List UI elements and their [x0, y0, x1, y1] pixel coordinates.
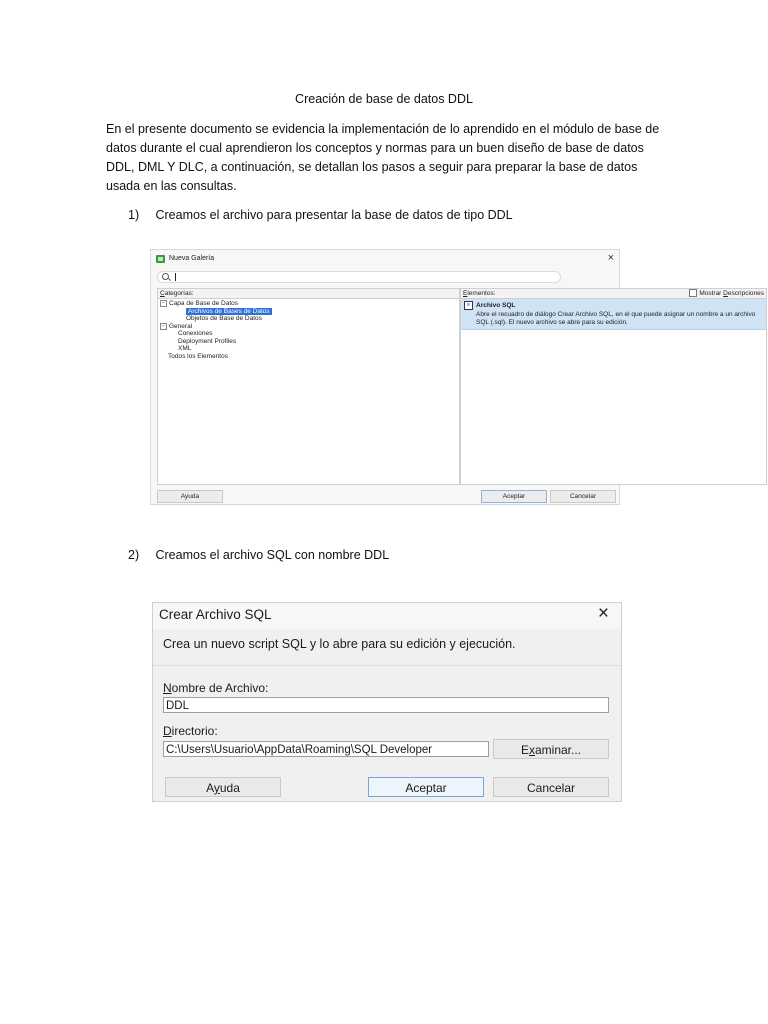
dialog-title: Crear Archivo SQL	[159, 607, 272, 622]
cancel-button[interactable]: Cancelar	[493, 777, 609, 797]
categories-panel	[157, 288, 460, 485]
close-icon[interactable]: ×	[597, 603, 609, 624]
sql-file-icon: ≡	[464, 301, 473, 310]
intro-paragraph: En el presente documento se evidencia la implementación de lo aprendido en el módulo de base de datos durante el cual aprendieron los conceptos y normas para un buen diseño de base de datos DDL, DML Y DLC, a continuación, se detallan los pasos a seguir para preparar la base de datos usada en las consultas.	[106, 122, 660, 193]
item-title: Archivo SQL	[476, 302, 516, 310]
items-header: Elementos: Mostrar Descripciones	[463, 290, 764, 297]
tree-item-todos-elementos[interactable]: Todos los Elementos	[168, 352, 228, 360]
help-button[interactable]: Ayuda	[165, 777, 281, 797]
tree-item-deployment-profiles[interactable]: Deployment Profiles	[178, 337, 237, 345]
tree-item-archivos-bases-datos[interactable]: Archivos de Bases de Datos	[188, 307, 270, 315]
close-icon[interactable]: ×	[607, 252, 614, 264]
filename-field[interactable]: DDL	[163, 697, 609, 713]
step-2	[128, 548, 389, 562]
item-description: Abre el recuadro de diálogo Crear Archivo SQL, en el que puede asignar un nombre a un archivo SQL (.sql). El nuevo archivo se abre para su edición.	[476, 311, 756, 326]
dialog-description: Crea un nuevo script SQL y lo abre para su edición y ejecución.	[163, 637, 516, 651]
search-input[interactable]	[157, 271, 561, 283]
step-1	[128, 208, 513, 222]
step-text: Creamos el archivo para presentar la base de datos de tipo DDL	[155, 208, 513, 222]
text-cursor	[175, 273, 176, 281]
tree-item-objetos-base-datos[interactable]: Objetos de Base de Datos	[186, 315, 262, 323]
accept-button[interactable]: Aceptar	[368, 777, 484, 797]
tree-item-conexiones[interactable]: Conexiones	[178, 330, 213, 338]
search-icon	[162, 273, 169, 280]
document-title: Creación de base de datos DDL	[295, 92, 473, 106]
new-gallery-dialog	[150, 249, 764, 505]
dialog-titlebar	[151, 250, 619, 268]
tree-item-xml[interactable]: XML	[178, 345, 192, 353]
directory-field[interactable]: C:\Users\Usuario\AppData\Roaming\SQL Developer	[163, 741, 489, 757]
dialog-title: Nueva Galería	[169, 255, 215, 262]
items-panel	[460, 288, 767, 485]
checkbox-icon[interactable]	[689, 289, 697, 297]
dialog-titlebar	[153, 603, 621, 629]
collapse-icon[interactable]: −	[160, 300, 167, 307]
categories-header: Categorías:	[158, 289, 459, 299]
step-number: 2)	[128, 548, 140, 562]
gallery-app-icon	[156, 255, 165, 263]
create-sql-file-dialog	[152, 602, 622, 802]
cancel-button[interactable]: Cancelar	[550, 490, 616, 503]
show-descriptions-checkbox[interactable]: Mostrar Descripciones	[689, 289, 764, 298]
step-text: Creamos el archivo SQL con nombre DDL	[155, 548, 390, 562]
accept-button[interactable]: Aceptar	[481, 490, 547, 503]
tree-item-general[interactable]: − General	[160, 323, 459, 331]
help-button[interactable]: Ayuda	[157, 490, 223, 503]
browse-button[interactable]: Examinar...	[493, 739, 609, 759]
directory-label: Directorio:	[163, 724, 218, 738]
item-archivo-sql[interactable]	[461, 299, 766, 330]
collapse-icon[interactable]: −	[160, 323, 167, 330]
tree-item-capa-base-datos[interactable]: − Capa de Base de Datos	[160, 300, 459, 308]
divider	[153, 665, 621, 666]
categories-tree	[158, 299, 459, 360]
step-number: 1)	[128, 208, 140, 222]
filename-label: Nombre de Archivo:	[163, 681, 269, 695]
